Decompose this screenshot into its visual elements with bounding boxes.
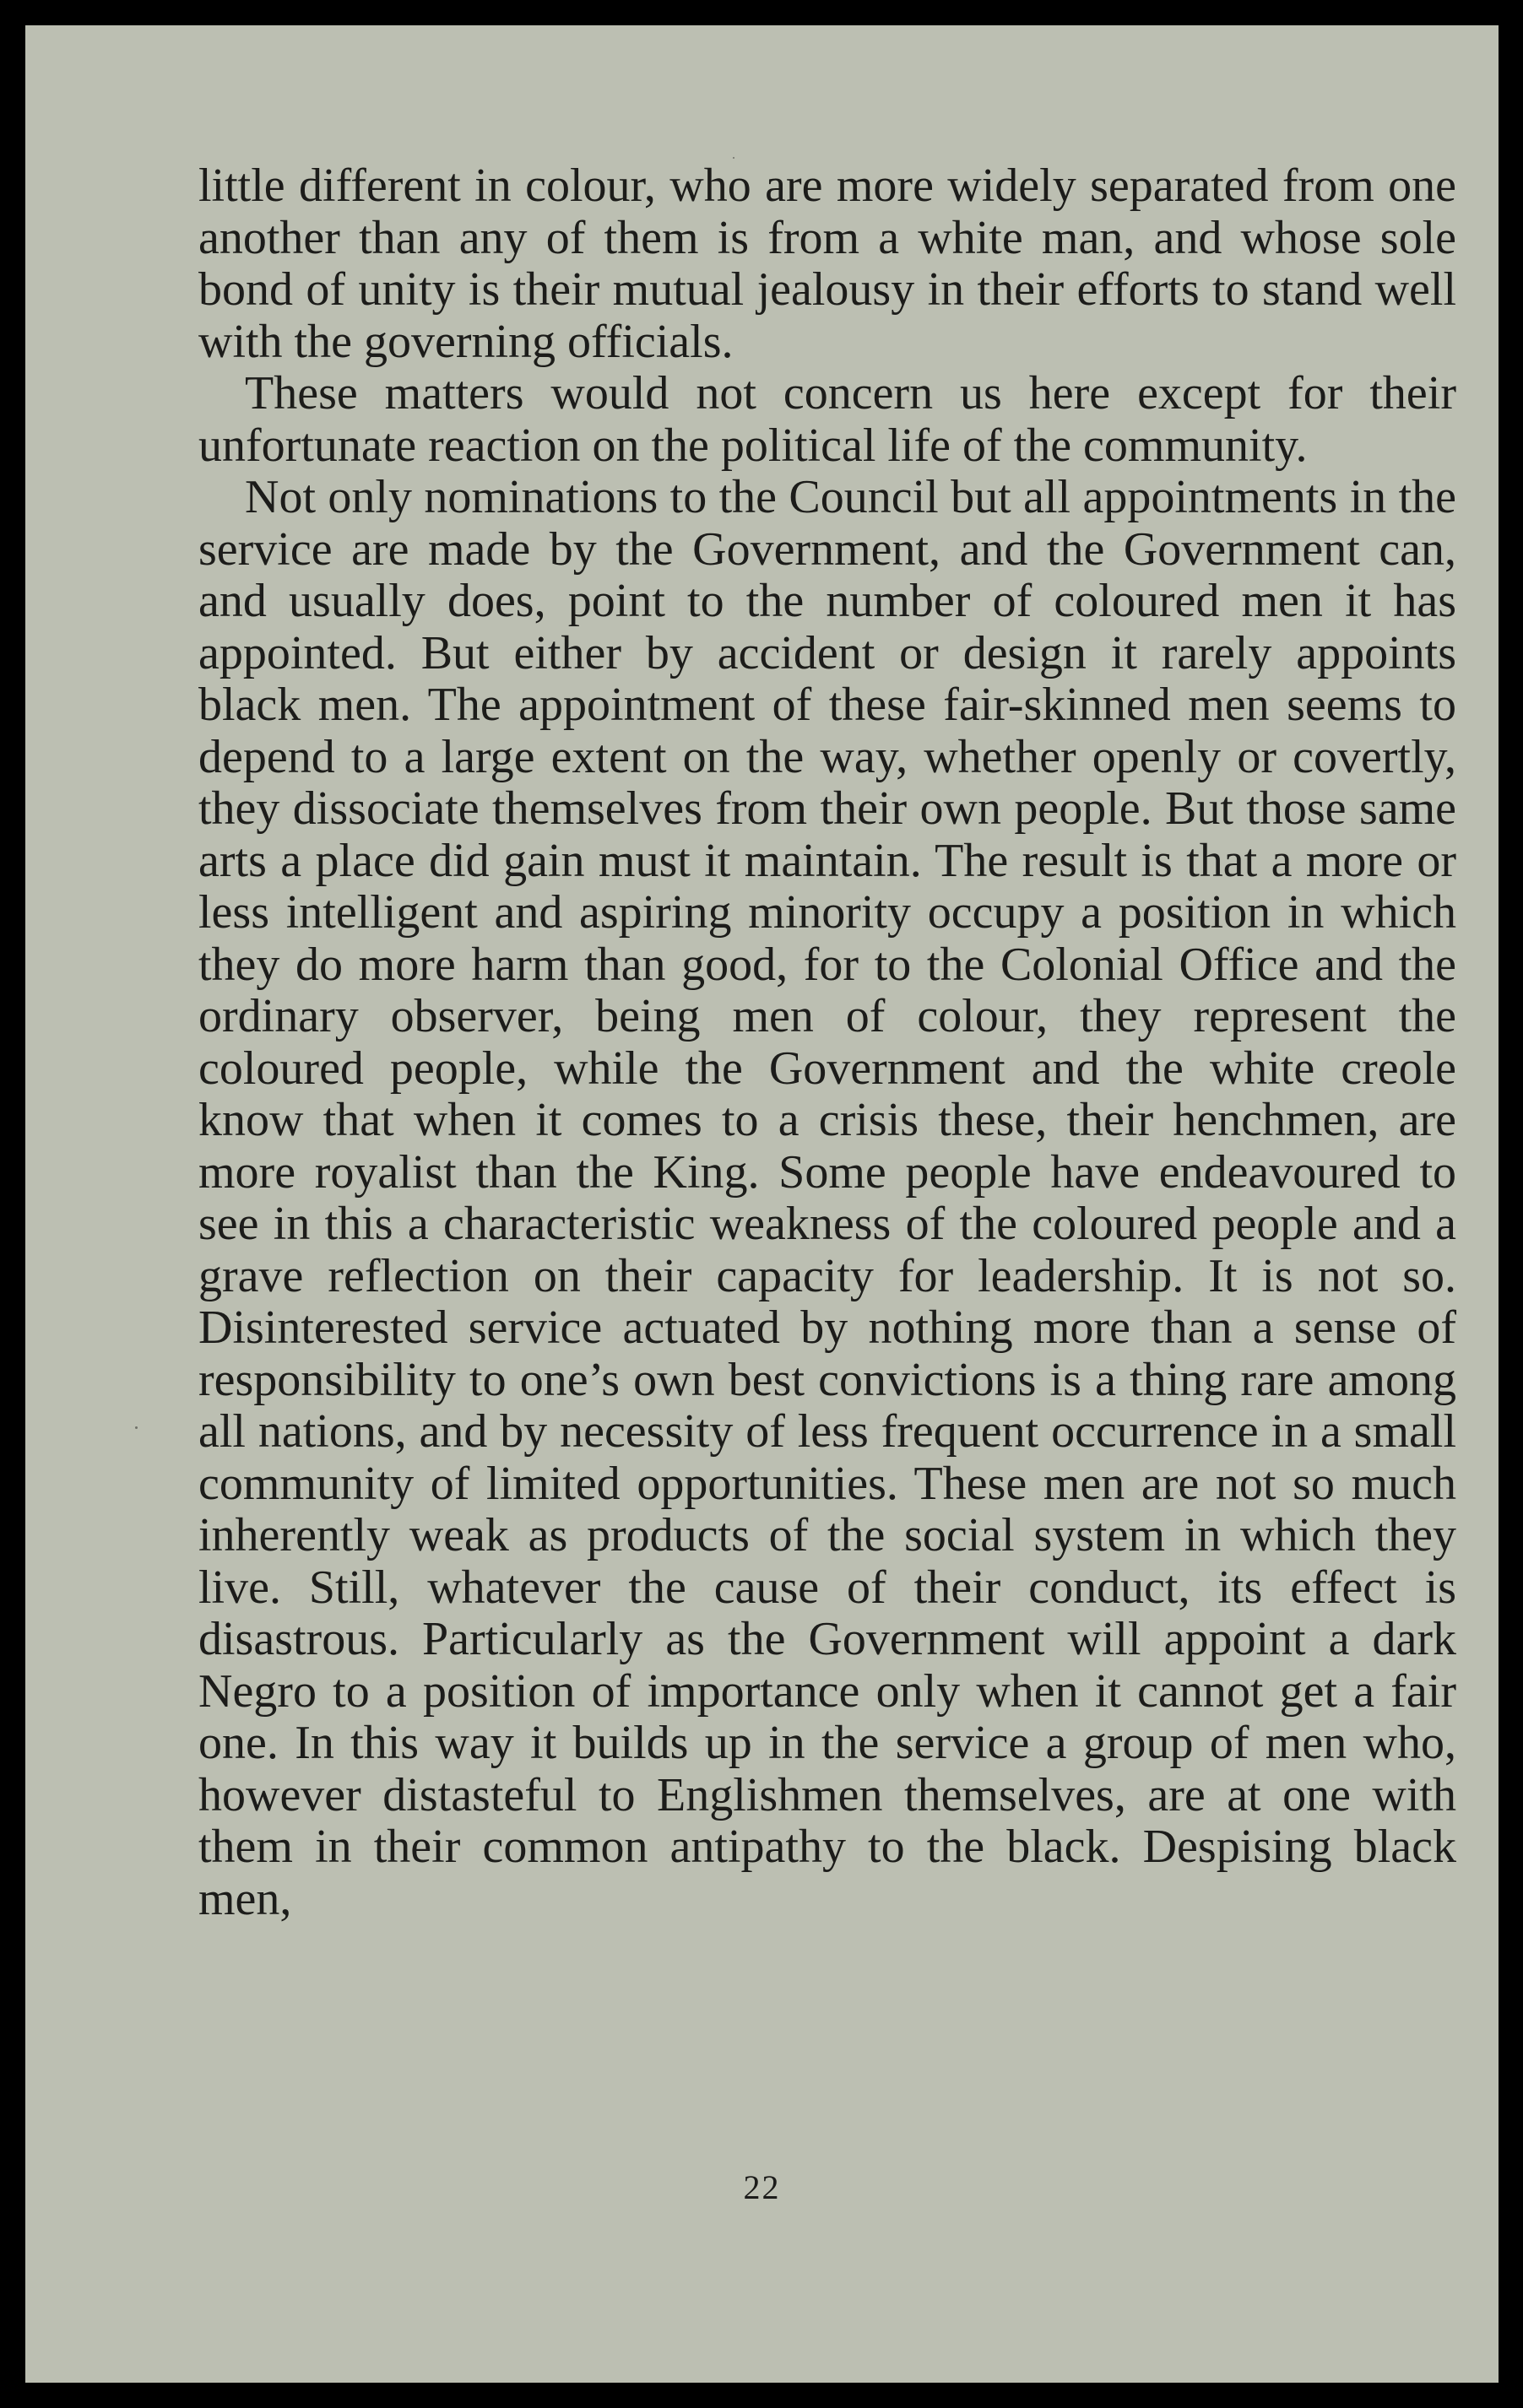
body-text: [198, 160, 1456, 1925]
paragraph-2: These matters would not concern us here except for their unfortunate reaction on the political life of the community.: [198, 367, 1456, 472]
page-number: 22: [743, 2168, 781, 2206]
paper-speck: [135, 1426, 138, 1429]
paper-speck: [733, 157, 734, 159]
paragraph-3: Not only nominations to the Council but all appointments in the service are made by the Government, and the Government can, and usually does, point to the number of coloured men it has appointed. But either by accident or design it rarely appoints black men. The appointment of these fair-skinned men seems to depend to a large extent on the way, whether openly or covertly, they dissociate themselves from their own people. But those same arts a place did gain must it maintain. The result is that a more or less intelligent and aspiring minority occupy a position in which they do more harm than good, for to the Colonial Office and the ordinary observer, being men of colour, they represent the coloured people, while the Government and the white creole know that when it comes to a crisis these, their henchmen, are more royalist than the King. Some people have endeavoured to see in this a characteristic weakness of the coloured people and a grave reflection on their capacity for leadership. It is not so. Disinterested service actuated by nothing more than a sense of responsibility to one’s own best convictions is a thing rare among all nations, and by necessity of less frequent occurrence in a small community of limited opportunities. These men are not so much inherently weak as products of the social system in which they live. Still, whatever the cause of their conduct, its effect is disastrous. Particularly as the Government will appoint a dark Negro to a position of importance only when it cannot get a fair one. In this way it builds up in the service a group of men who, however distasteful to Englishmen themselves, are at one with them in their common antipathy to the black. Despising black men,: [198, 471, 1456, 1925]
paragraph-1: little different in colour, who are more widely separated from one another than any of them is from a white man, and whose sole bond of unity is their mutual jealousy in their efforts to stand well with the governing officials.: [198, 160, 1456, 368]
book-page: [25, 25, 1499, 2383]
